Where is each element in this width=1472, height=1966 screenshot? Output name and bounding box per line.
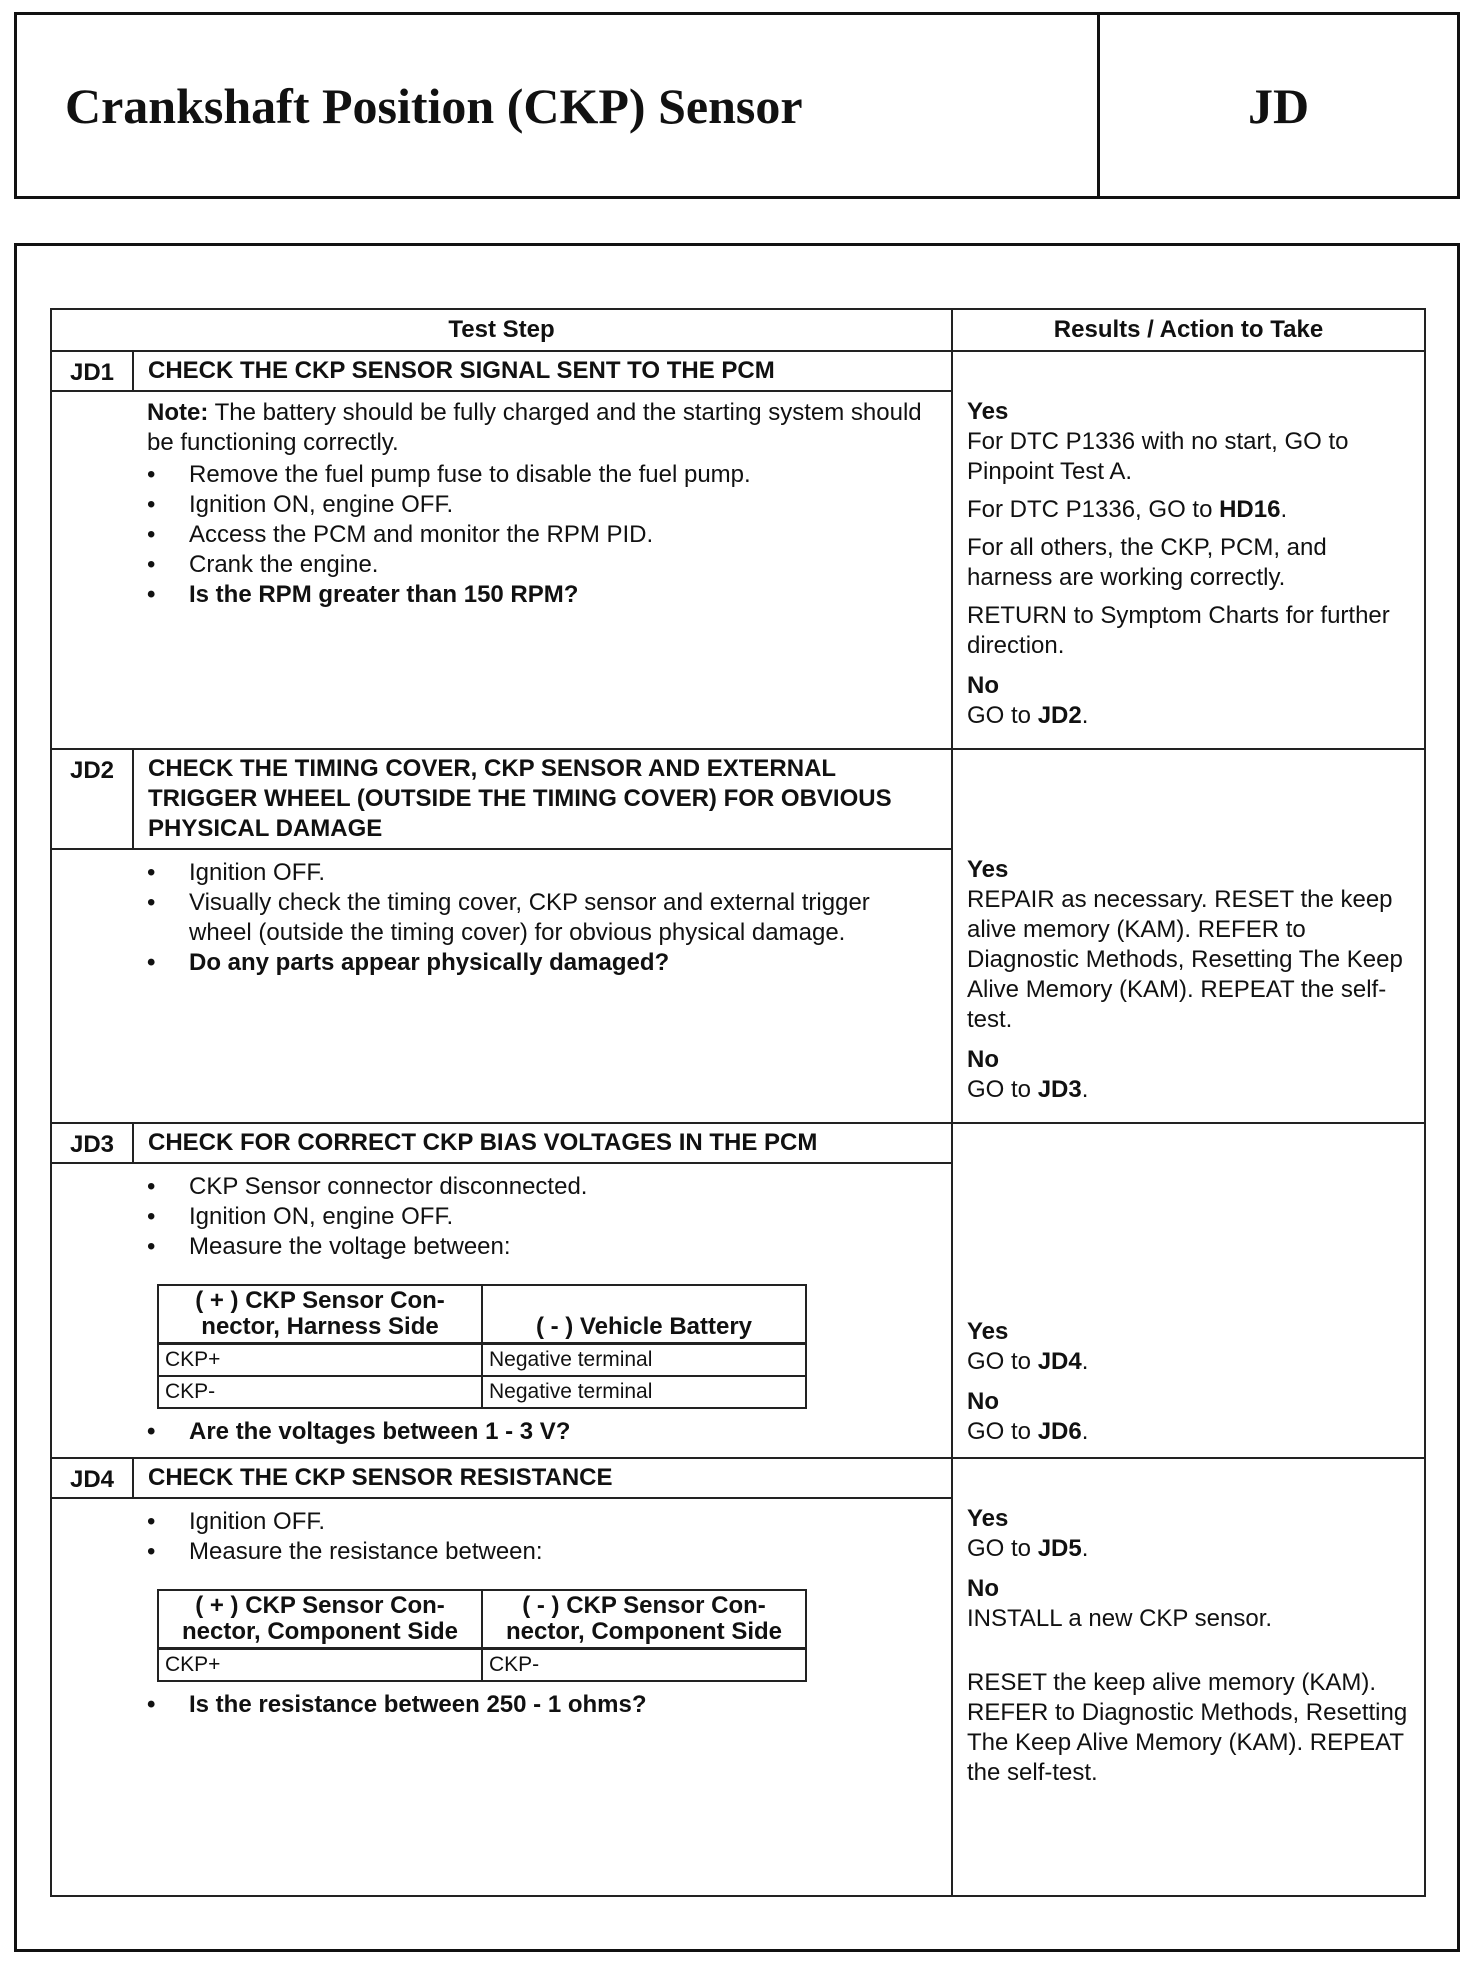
step-title: CHECK THE CKP SENSOR RESISTANCE	[133, 1458, 952, 1498]
step-body	[133, 1163, 952, 1458]
yes-label: Yes	[967, 1318, 1009, 1345]
measurement-header: ( + ) CKP Sensor Con-nector, Component Side	[158, 1590, 482, 1649]
step-ref: JD5	[1037, 1535, 1082, 1562]
page-header	[14, 12, 1460, 199]
step-ref: JD2	[1037, 702, 1082, 729]
results-spacer	[952, 1123, 1425, 1163]
step-title-row	[51, 749, 1425, 849]
yes-action: For all others, the CKP, PCM, and harness are working correctly.	[967, 534, 1327, 591]
results-spacer	[952, 1458, 1425, 1498]
yes-action: For DTC P1336 with no start, GO to Pinpoint Test A.	[967, 428, 1349, 485]
step-id: JD4	[51, 1458, 133, 1498]
step-question: • Do any parts appear physically damaged?	[147, 948, 939, 978]
step-bullets	[147, 1690, 939, 1720]
list-item: • Ignition ON, engine OFF.	[147, 1202, 939, 1232]
measurement-header: ( - ) CKP Sensor Con-nector, Component Side	[482, 1590, 806, 1649]
table-header-row	[51, 309, 1425, 351]
no-label: No	[967, 1388, 999, 1415]
list-item: • Crank the engine.	[147, 550, 939, 580]
measurement-header: ( - ) Vehicle Battery	[482, 1285, 806, 1344]
step-note: Note: The battery should be fully charged and the starting system should be functioning correctly.	[147, 399, 922, 456]
no-label: No	[967, 1575, 999, 1602]
yes-action: GO to JD4.	[967, 1348, 1089, 1375]
step-title-row	[51, 1123, 1425, 1163]
step-ref: JD4	[1037, 1348, 1082, 1375]
list-item: • Ignition OFF.	[147, 858, 939, 888]
table-row	[158, 1376, 806, 1408]
step-body-row	[51, 849, 1425, 1123]
yes-action: REPAIR as necessary. RESET the keep alive memory (KAM). REFER to Diagnostic Methods, Resetting The Keep Alive Memory (KAM). REPEAT the self-test.	[967, 886, 1403, 1033]
step-bullets	[147, 858, 939, 978]
yes-label: Yes	[967, 1505, 1009, 1532]
step-id: JD2	[51, 749, 133, 849]
step-results	[952, 391, 1425, 749]
yes-action: RETURN to Symptom Charts for further direction.	[967, 602, 1390, 659]
step-bullets	[147, 1417, 939, 1447]
results-spacer	[952, 749, 1425, 849]
step-body	[133, 849, 952, 1123]
yes-label: Yes	[967, 398, 1009, 425]
step-title-row	[51, 1458, 1425, 1498]
list-item: • Access the PCM and monitor the RPM PID.	[147, 520, 939, 550]
measurement-table	[157, 1589, 807, 1682]
table-row	[158, 1344, 806, 1377]
step-question: • Are the voltages between 1 - 3 V?	[147, 1417, 939, 1447]
step-id: JD1	[51, 351, 133, 391]
page-title: Crankshaft Position (CKP) Sensor	[17, 15, 1100, 196]
no-action: RESET the keep alive memory (KAM). REFER to Diagnostic Methods, Resetting The Keep Alive Memory (KAM). REPEAT the self-test.	[967, 1669, 1408, 1786]
step-id: JD3	[51, 1123, 133, 1163]
table-row	[158, 1649, 806, 1682]
results-spacer	[952, 351, 1425, 391]
step-ref: JD3	[1037, 1076, 1082, 1103]
list-item: • Visually check the timing cover, CKP sensor and external trigger wheel (outside the timing cover) for obvious physical damage.	[147, 888, 939, 948]
yes-action: For DTC P1336, GO to HD16.	[967, 496, 1288, 523]
list-item: • Measure the voltage between:	[147, 1232, 939, 1262]
no-action: GO to JD6.	[967, 1418, 1089, 1445]
step-ref: JD6	[1037, 1418, 1082, 1445]
table-cell: CKP-	[158, 1376, 482, 1408]
yes-label: Yes	[967, 856, 1009, 883]
no-action: GO to JD3.	[967, 1076, 1089, 1103]
step-results	[952, 1163, 1425, 1458]
no-label: No	[967, 1046, 999, 1073]
measurement-table	[157, 1284, 807, 1409]
step-body-row	[51, 1498, 1425, 1896]
step-title-row	[51, 351, 1425, 391]
step-title: CHECK THE TIMING COVER, CKP SENSOR AND EXTERNAL TRIGGER WHEEL (OUTSIDE THE TIMING COVER) FOR OBVIOUS PHYSICAL DAMAGE	[133, 749, 952, 849]
step-question: • Is the resistance between 250 - 1 ohms?	[147, 1690, 939, 1720]
step-title: CHECK THE CKP SENSOR SIGNAL SENT TO THE PCM	[133, 351, 952, 391]
test-step-header: Test Step	[51, 309, 952, 351]
step-question: • Is the RPM greater than 150 RPM?	[147, 580, 939, 610]
step-body	[133, 1498, 952, 1896]
no-action: GO to JD2.	[967, 702, 1089, 729]
no-label: No	[967, 672, 999, 699]
diagnostic-table	[50, 308, 1426, 1897]
list-item: • Remove the fuel pump fuse to disable the fuel pump.	[147, 460, 939, 490]
table-cell: CKP+	[158, 1649, 482, 1682]
step-bullets	[147, 1507, 939, 1567]
step-body-row	[51, 391, 1425, 749]
step-bullets	[147, 1172, 939, 1262]
step-bullets	[147, 460, 939, 610]
no-action: INSTALL a new CKP sensor.	[967, 1605, 1273, 1632]
table-cell: Negative terminal	[482, 1344, 806, 1377]
step-results	[952, 1498, 1425, 1896]
list-item: • Ignition ON, engine OFF.	[147, 490, 939, 520]
list-item: • CKP Sensor connector disconnected.	[147, 1172, 939, 1202]
section-code: JD	[1247, 77, 1310, 134]
table-cell: CKP+	[158, 1344, 482, 1377]
step-body	[133, 391, 952, 749]
measurement-header: ( + ) CKP Sensor Con-nector, Harness Side	[158, 1285, 482, 1344]
table-cell: Negative terminal	[482, 1376, 806, 1408]
results-header: Results / Action to Take	[952, 309, 1425, 351]
list-item: • Ignition OFF.	[147, 1507, 939, 1537]
list-item: • Measure the resistance between:	[147, 1537, 939, 1567]
step-title: CHECK FOR CORRECT CKP BIAS VOLTAGES IN THE PCM	[133, 1123, 952, 1163]
yes-action: GO to JD5.	[967, 1535, 1089, 1562]
step-results	[952, 849, 1425, 1123]
step-body-row	[51, 1163, 1425, 1458]
step-ref: HD16	[1219, 496, 1281, 523]
table-cell: CKP-	[482, 1649, 806, 1682]
